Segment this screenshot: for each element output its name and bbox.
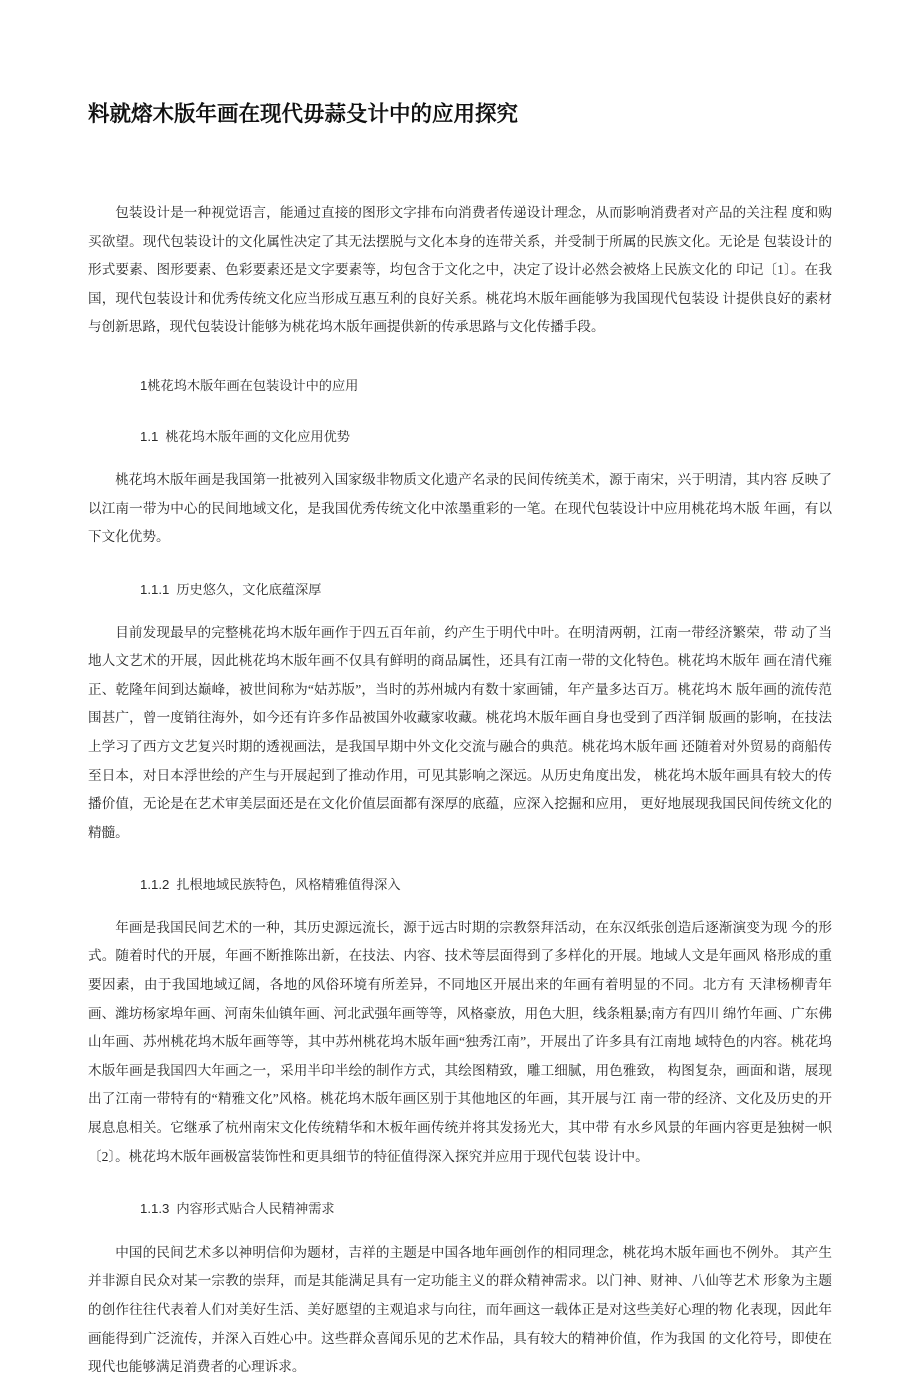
heading-section-1-1-2-number: 1.1.2 bbox=[140, 877, 170, 893]
paragraph-1-1: 桃花坞木版年画是我国第一批被列入国家级非物质文化遗产名录的民间传统美术，源于南宋，兴于明清，其内容 反映了以江南一带为中心的民间地域文化，是我国优秀传统文化中浓墨重彩的一笔。在现代包装设计中应用桃花坞木版 年画，有以下文化优势。 bbox=[88, 472, 832, 545]
heading-section-1-1-label: 桃花坞木版年画的文化应用优势 bbox=[165, 428, 350, 444]
paragraph-1-1-1: 目前发现最早的完整桃花坞木版年画作于四五百年前，约产生于明代中叶。在明清两朝，江南一带经济繁荣，带 动了当地人文艺术的开展，因此桃花坞木版年画不仅具有鲜明的商品属性，还具有江南一带的文化特色。桃花坞木版年 画在清代雍正、乾隆年间到达巅峰，被世间称为“姑苏版”，当时的苏州城内有数十家画铺，年产量多达百万。桃花坞木 版年画的流传范围甚广，曾一度销往海外，如今还有许多作品被国外收藏家收藏。桃花坞木版年画自身也受到了西洋铜 版画的影响，在技法上学习了西方文艺复兴时期的透视画法，是我国早期中外文化交流与融合的典范。桃花坞木版年画 还随着对外贸易的商船传至日本，对日本浮世绘的产生与开展起到了推动作用，可见其影响之深远。从历史角度出发， 桃花坞木版年画具有较大的传播价值，无论是在艺术审美层面还是在文化价值层面都有深厚的底蕴，应深入挖掘和应用， 更好地展现我国民间传统文化的精髓。 bbox=[88, 624, 832, 840]
heading-section-1-1-2 bbox=[88, 871, 832, 900]
page-title: 料就熔木版年画在现代毋蒜殳计中的应用探究 bbox=[88, 102, 519, 126]
intro-paragraph: 包装设计是一种视觉语言，能通过直接的图形文字排布向消费者传递设计理念，从而影响消费者对产品的关注程 度和购买欲望。现代包装设计的文化属性决定了其无法摆脱与文化本身的连带关系，并受制于所属的民族文化。无论是 包装设计的形式要素、图形要素、色彩要素还是文字要素等，均包含于文化之中，决定了设计必然会被烙上民族文化的 印记〔1〕。在我国，现代包装设计和优秀传统文化应当形成互惠互利的良好关系。桃花坞木版年画能够为我国现代包装设 计提供良好的素材与创新思路，现代包装设计能够为桃花坞木版年画提供新的传承思路与文化传播手段。 bbox=[88, 205, 832, 335]
paragraph-1-1-3: 中国的民间艺术多以神明信仰为题材，吉祥的主题是中国各地年画创作的相同理念，桃花坞木版年画也不例外。 其产生并非源自民众对某一宗教的崇拜，而是其能满足具有一定功能主义的群众精神需求。以门神、财神、八仙等艺术 形象为主题的创作往往代表着人们对美好生活、美好愿望的主观追求与向往，而年画这一载体正是对这些美好心理的物 化表现，因此年画能得到广泛流传，并深入百姓心中。这些群众喜闻乐见的艺术作品，具有较大的精神价值，作为我国 的文化符号，即使在现代也能够满足消费者的心理诉求。 bbox=[88, 1244, 832, 1375]
paragraph-1-1-2: 年画是我国民间艺术的一种，其历史源远流长，源于远古时期的宗教祭拜活动，在东汉纸张创造后逐渐演变为现 今的形式。随着时代的开展，年画不断推陈出新，在技法、内容、技术等层面得到了多样化的开展。地域人文是年画风 格形成的重要因素，由于我国地域辽阔，各地的风俗环境有所差异，不同地区开展出来的年画有着明显的不同。北方有 天津杨柳青年画、潍坊杨家埠年画、河南朱仙镇年画、河北武强年画等等，风格豪放，用色大胆，线条粗暴;南方有四川 绵竹年画、广东佛山年画、苏州桃花坞木版年画等等，其中苏州桃花坞木版年画“独秀江南”，开展出了许多具有江南地 域特色的内容。桃花坞木版年画是我国四大年画之一，采用半印半绘的制作方式，其绘图精致，雕工细腻，用色雅致， 构图复杂，画面和谐，展现出了江南一带特有的“精雅文化”风格。桃花坞木版年画区别于其他地区的年画，其开展与江 南一带的经济、文化及历史的开展息息相关。它继承了杭州南宋文化传统精华和木板年画传统并将其发扬光大，其中带 有水乡风景的年画内容更是独树一帜〔2〕。桃花坞木版年画极富装饰性和更具细节的特征值得深入探究并应用于现代包装 设计中。 bbox=[88, 919, 832, 1164]
heading-section-1-1-1-number: 1.1.1 bbox=[140, 581, 170, 597]
heading-section-1-1-1 bbox=[88, 576, 832, 605]
heading-section-1-1-number: 1.1 bbox=[140, 428, 159, 444]
document-content bbox=[88, 0, 832, 1382]
heading-section-1: 1桃花坞木版年画在包装设计中的应用 bbox=[140, 377, 359, 393]
heading-section-1-1-3-number: 1.1.3 bbox=[140, 1201, 170, 1217]
heading-section-1-1-1-label: 历史悠久，文化底蕴深厚 bbox=[176, 581, 322, 597]
heading-section-1-1 bbox=[88, 423, 832, 452]
heading-section-1-1-3-label: 内容形式贴合人民精神需求 bbox=[176, 1201, 335, 1217]
heading-section-1-1-3 bbox=[88, 1195, 832, 1224]
heading-section-1-1-2-label: 扎根地域民族特色，风格精雅值得深入 bbox=[176, 877, 401, 893]
